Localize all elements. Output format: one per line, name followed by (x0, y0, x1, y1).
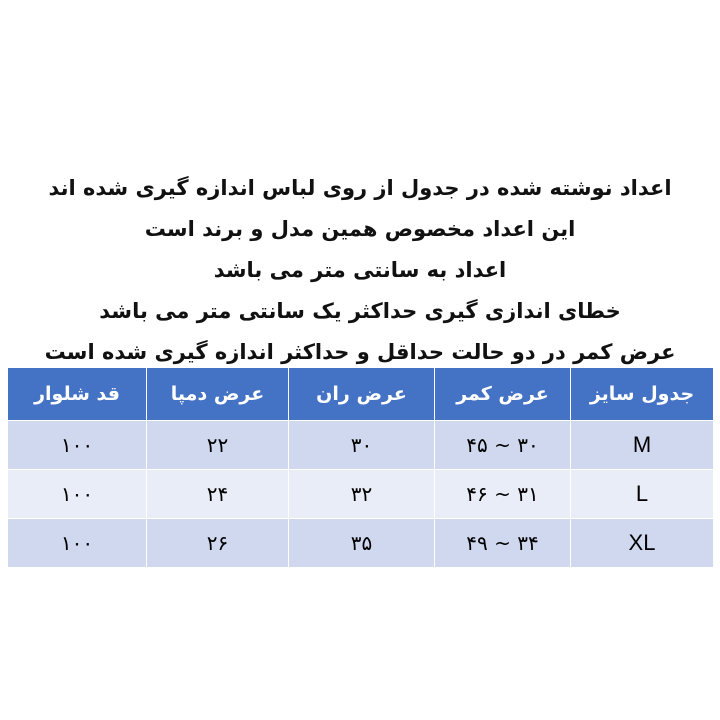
header-waist-width: عرض کمر (435, 368, 571, 421)
cell-pants-length: ۱۰۰ (8, 421, 147, 470)
header-pants-length: قد شلوار (8, 368, 147, 421)
cell-pants-length: ۱۰۰ (8, 470, 147, 519)
header-hem-width: عرض دمپا (147, 368, 289, 421)
note-line: این اعداد مخصوص همین مدل و برند است (144, 217, 576, 241)
cell-waist-width: ۳۴ ~ ۴۹ (435, 519, 571, 568)
cell-thigh-width: ۳۵ (289, 519, 435, 568)
size-table (7, 368, 714, 568)
cell-pants-length: ۱۰۰ (8, 519, 147, 568)
cell-hem-width: ۲۲ (147, 421, 289, 470)
cell-waist-width: ۳۱ ~ ۴۶ (435, 470, 571, 519)
table-row (8, 519, 714, 568)
notes-block (10, 168, 710, 373)
header-size: جدول سایز (571, 368, 714, 421)
note-line: عرض کمر در دو حالت حداقل و حداکثر اندازه گیری شده است (44, 340, 676, 364)
table-header-row (8, 368, 714, 421)
cell-size: L (571, 470, 714, 519)
cell-hem-width: ۲۴ (147, 470, 289, 519)
cell-hem-width: ۲۶ (147, 519, 289, 568)
cell-size: XL (571, 519, 714, 568)
cell-waist-width: ۳۰ ~ ۴۵ (435, 421, 571, 470)
note-line: خطای اندازی گیری حداکثر یک سانتی متر می باشد (99, 299, 621, 323)
table-row (8, 470, 714, 519)
cell-thigh-width: ۳۲ (289, 470, 435, 519)
cell-thigh-width: ۳۰ (289, 421, 435, 470)
header-thigh-width: عرض ران (289, 368, 435, 421)
table-row (8, 421, 714, 470)
note-line: اعداد به سانتی متر می باشد (213, 258, 507, 282)
note-line: اعداد نوشته شده در جدول از روی لباس اندازه گیری شده اند (48, 176, 672, 200)
cell-size: M (571, 421, 714, 470)
